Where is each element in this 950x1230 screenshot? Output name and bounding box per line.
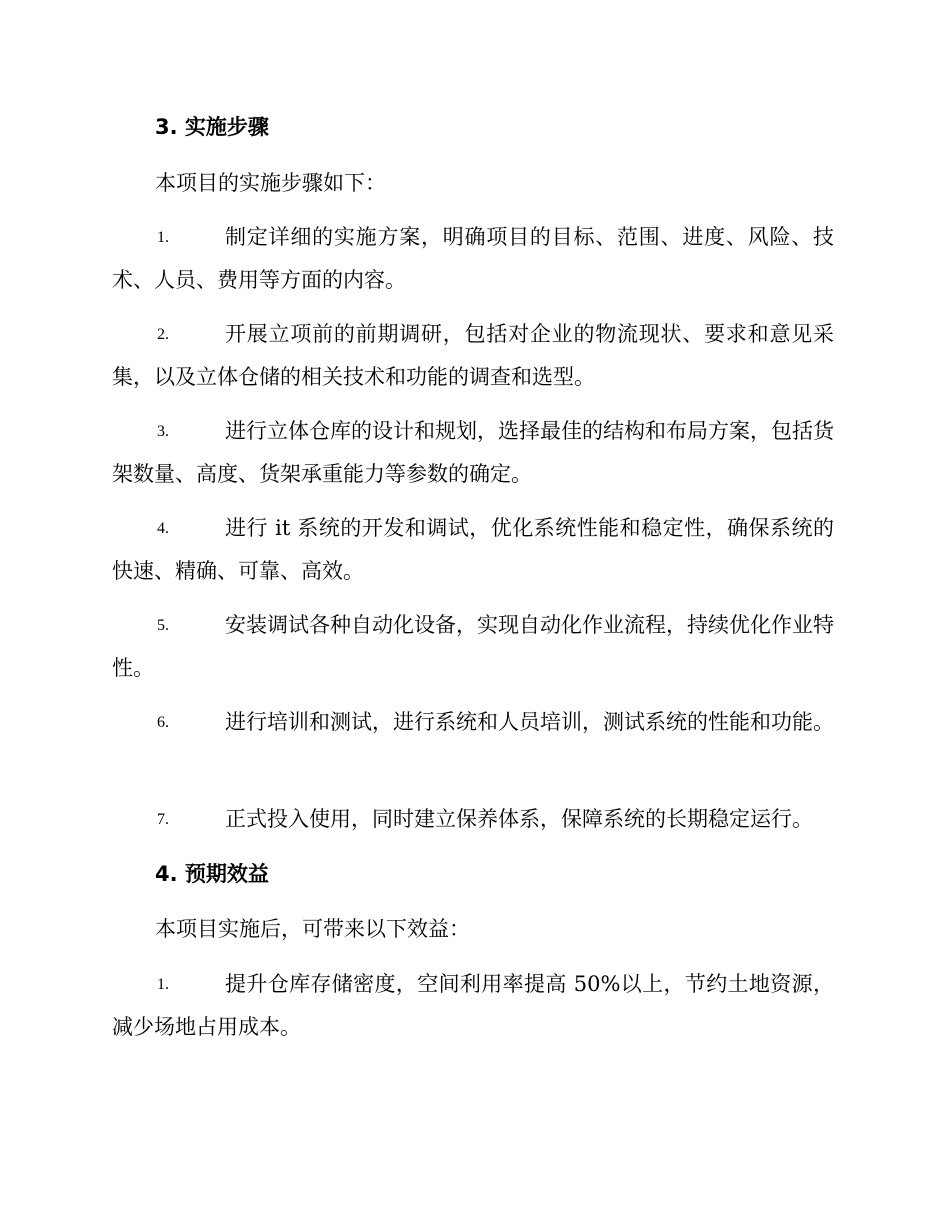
section-intro-expected-benefits: 本项目实施后，可带来以下效益：: [155, 917, 470, 941]
list-item: [112, 798, 834, 841]
list-item-number: 6.: [157, 714, 169, 731]
list-item: [112, 701, 834, 744]
list-item-text: 制定详细的实施方案，明确项目的目标、范围、进度、风险、技术、人员、费用等方面的内容。: [112, 225, 834, 292]
list-item-text: 进行立体仓库的设计和规划，选择最佳的结构和布局方案，包括货架数量、高度、货架承重能力等参数的确定。: [112, 419, 834, 486]
list-item-text: 安装调试各种自动化设备，实现自动化作业流程，持续优化作业特性。: [112, 613, 834, 680]
list-item-number: 5.: [157, 617, 169, 634]
section-heading-implementation-steps: 3. 实施步骤: [155, 115, 269, 139]
list-item: [112, 507, 834, 593]
list-item-number: 4.: [157, 520, 169, 537]
list-item-number: 3.: [157, 423, 169, 440]
list-item: [112, 604, 834, 690]
list-item-number: 2.: [157, 326, 169, 343]
list-item-text: 正式投入使用，同时建立保养体系，保障系统的长期稳定运行。: [225, 807, 813, 831]
list-item-text: 进行 it 系统的开发和调试，优化系统性能和稳定性，确保系统的快速、精确、可靠、高效。: [112, 516, 834, 583]
list-item-number: 1.: [157, 976, 169, 993]
list-item-text: 进行培训和测试，进行系统和人员培训，测试系统的性能和功能。: [225, 710, 834, 734]
list-item: [112, 410, 834, 496]
section-intro-implementation-steps: 本项目的实施步骤如下：: [155, 171, 386, 195]
list-item: [112, 313, 834, 399]
list-item: [112, 216, 834, 302]
section-heading-expected-benefits: 4. 预期效益: [155, 862, 269, 886]
list-item: [112, 963, 834, 1049]
list-item-number: 7.: [157, 811, 169, 828]
list-item-text: 开展立项前的前期调研，包括对企业的物流现状、要求和意见采集，以及立体仓储的相关技术和功能的调查和选型。: [112, 322, 834, 389]
list-item-number: 1.: [157, 229, 169, 246]
list-item-text: 提升仓库存储密度，空间利用率提高 50%以上，节约土地资源，减少场地占用成本。: [112, 972, 834, 1039]
